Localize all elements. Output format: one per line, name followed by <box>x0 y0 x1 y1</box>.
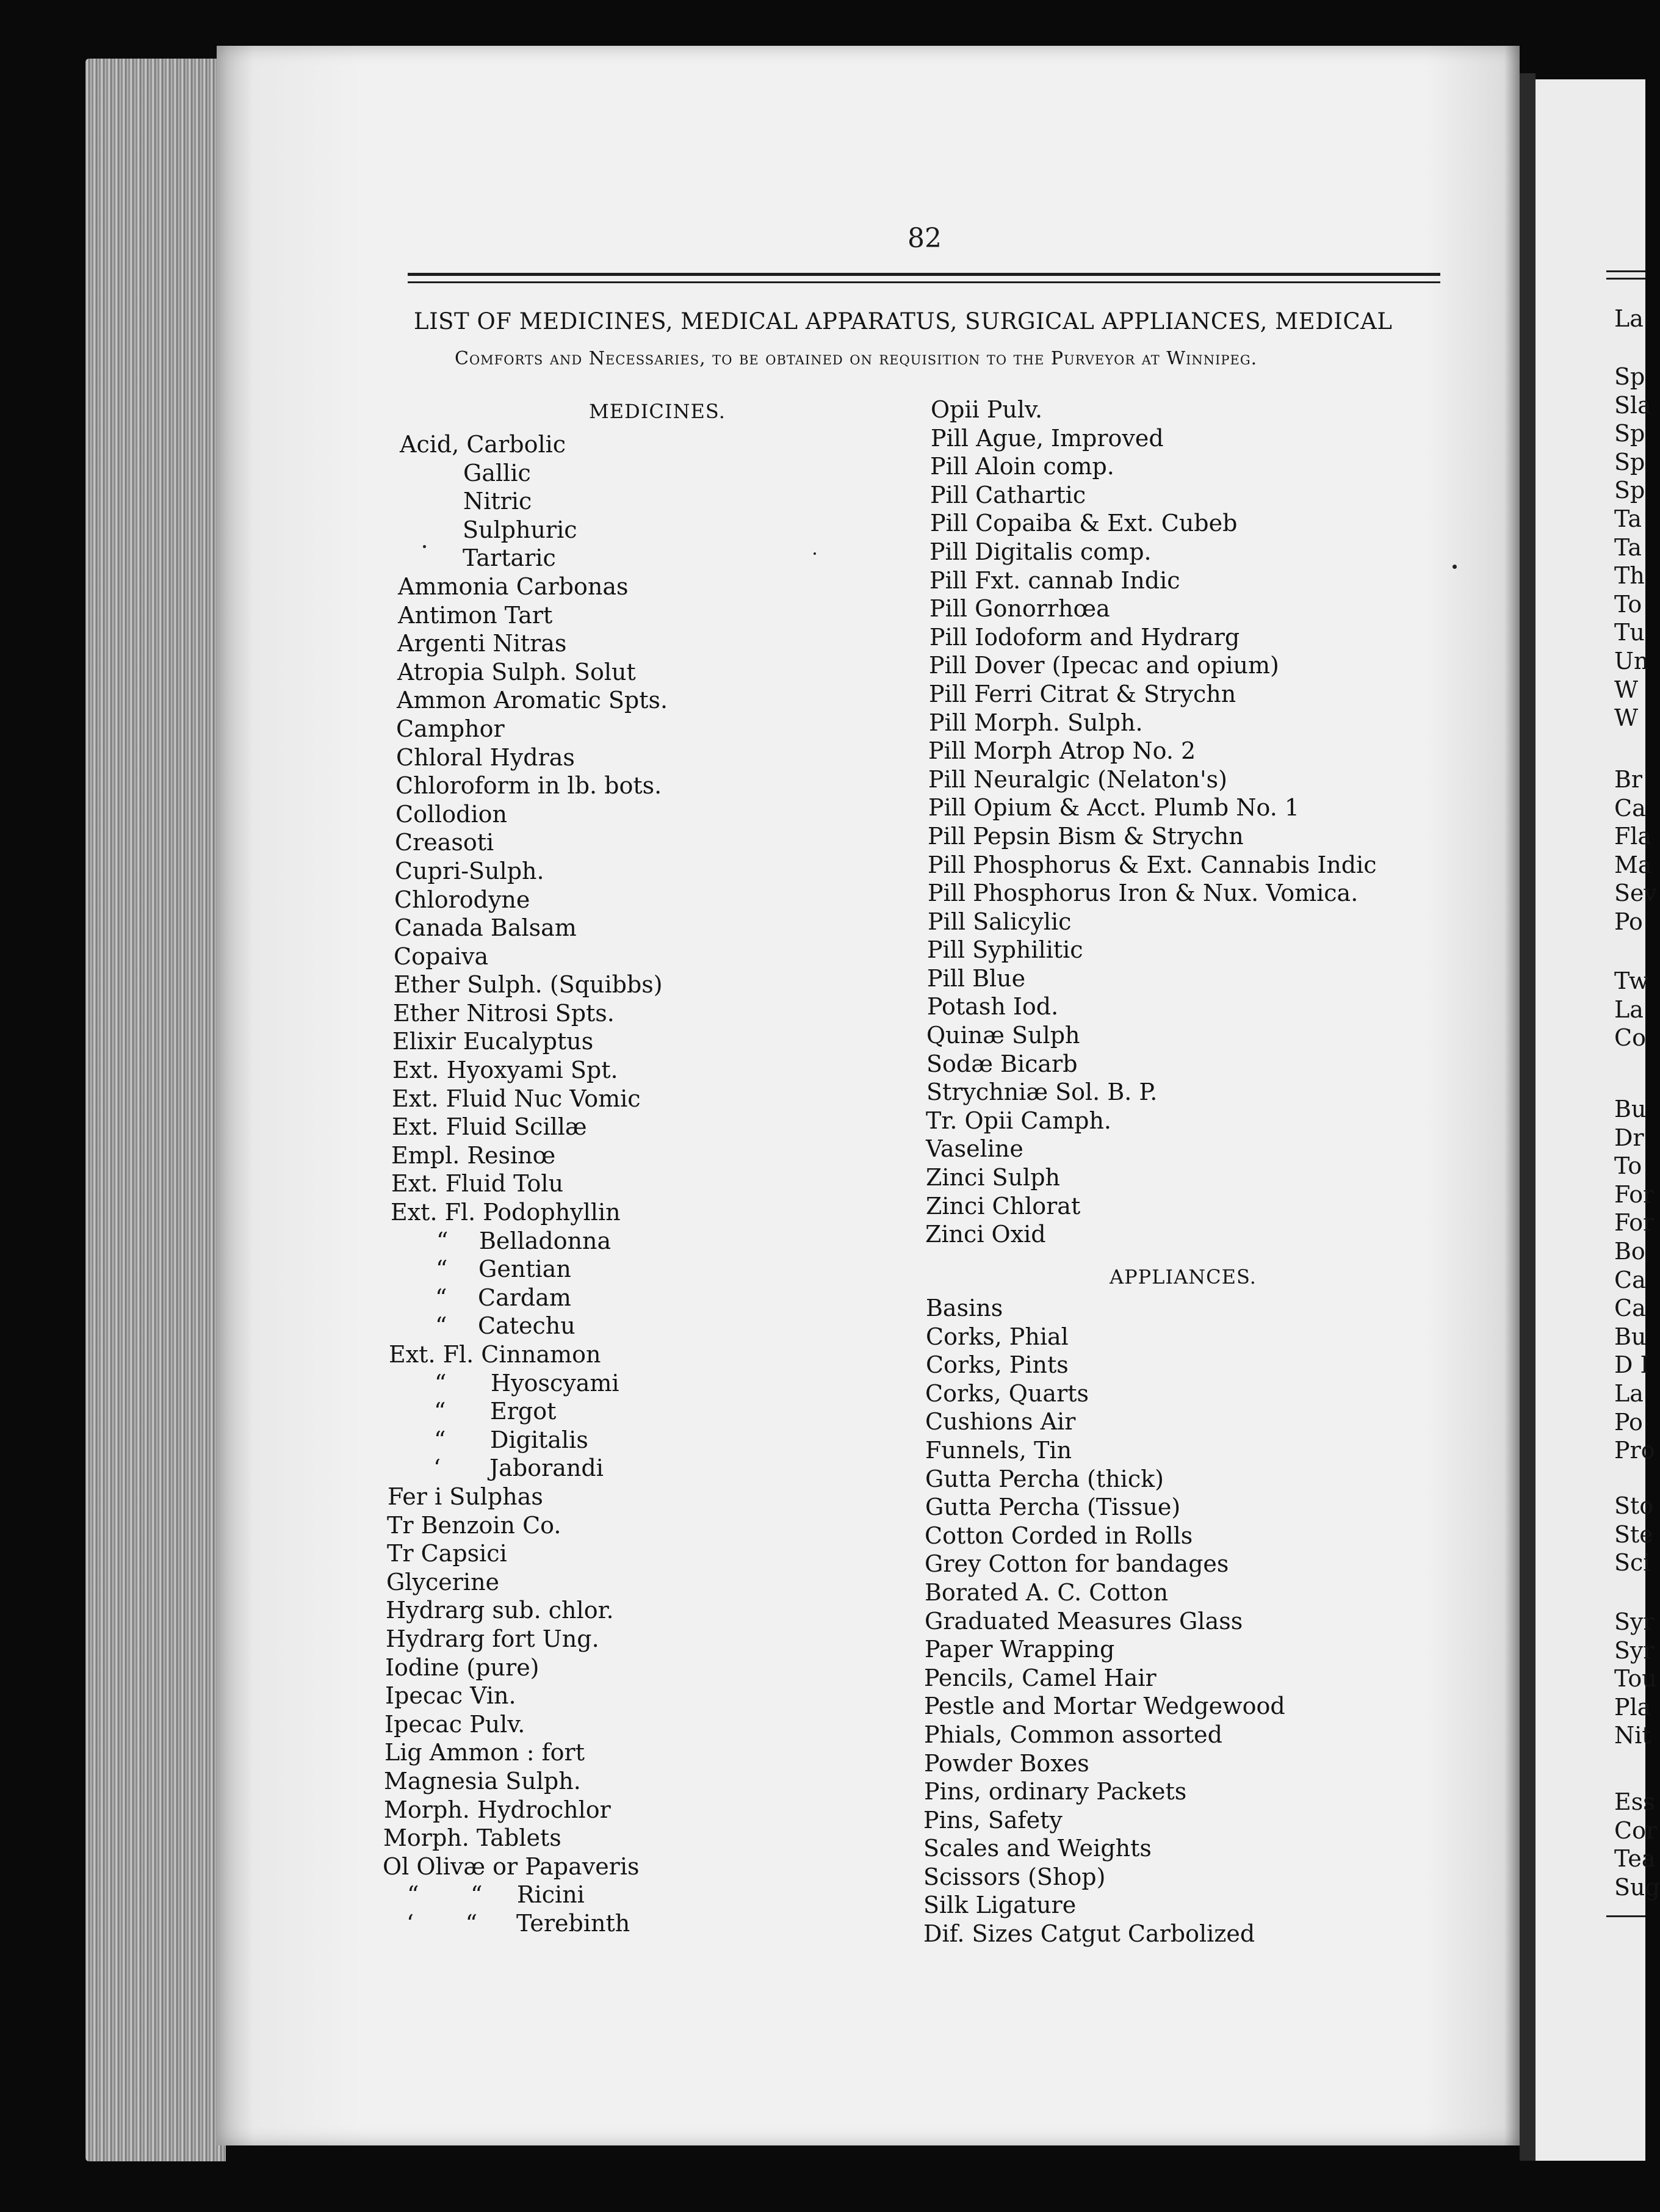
medicine-name: Ether Nitrosi Spts. <box>393 999 615 1027</box>
medicine-name: Ipecac Pulv. <box>384 1710 525 1738</box>
facing-page-fragment: Sla <box>1614 391 1651 419</box>
medicine-name: Ol Olivæ or Papaveris <box>383 1852 640 1880</box>
facing-page-fragment: La <box>1614 996 1644 1023</box>
medicine-item <box>399 459 949 488</box>
medicine-name: Copaiva <box>394 942 489 970</box>
medicine-item <box>392 1027 949 1056</box>
medicine-item <box>392 1085 949 1113</box>
facing-page-fragment: Sci <box>1614 1549 1651 1577</box>
medicine-name: Ext. Hyoxyami Spt. <box>392 1057 618 1084</box>
medicine-name: Cardam <box>478 1284 571 1311</box>
medicine-name: Tr Benzoin Co. <box>387 1511 561 1539</box>
medicine-item <box>384 1738 949 1767</box>
medicines-list-right <box>925 396 1480 1249</box>
facing-footer-rule <box>1606 1915 1645 1917</box>
medicine-item <box>394 914 949 942</box>
medicine-item <box>391 1227 949 1256</box>
medicine-item <box>396 743 949 772</box>
medicine-item <box>394 970 949 999</box>
medicine-item: Pill Salicylic <box>928 908 1072 935</box>
medicine-item <box>387 1539 949 1568</box>
header-rule-top <box>408 273 1440 276</box>
medicine-name: Hydrarg sub. chlor. <box>386 1597 614 1624</box>
appliance-item: Corks, Quarts <box>925 1379 1089 1407</box>
medicine-item <box>397 658 949 687</box>
medicine-item <box>394 886 949 914</box>
appliance-item: Silk Ligature <box>923 1892 1077 1919</box>
facing-page-fragment: For <box>1614 1180 1655 1208</box>
appliance-item: Gutta Percha (Tissue) <box>925 1494 1181 1521</box>
facing-page-fragment: Syr <box>1614 1608 1655 1635</box>
facing-page-fragment: Cor <box>1614 1816 1658 1844</box>
facing-page-fragment: Pla <box>1614 1693 1651 1721</box>
medicine-item: Vaseline <box>926 1135 1023 1163</box>
medicine-name: Ergot <box>490 1398 557 1425</box>
medicine-item <box>400 430 949 459</box>
medicine-name: Chloroform in lb. bots. <box>395 772 662 800</box>
appliance-item: Powder Boxes <box>924 1749 1089 1777</box>
medicine-item: Pill Blue <box>927 964 1026 992</box>
facing-page-fragment: La <box>1614 305 1644 332</box>
medicine-item <box>396 715 949 743</box>
appliance-item: Graduated Measures Glass <box>925 1607 1243 1635</box>
appliance-item: Pencils, Camel Hair <box>924 1664 1157 1691</box>
appliances-heading: APPLIANCES. <box>1110 1265 1257 1289</box>
appliance-item: Pins, ordinary Packets <box>924 1778 1187 1805</box>
appliance-item: Gutta Percha (thick) <box>925 1465 1164 1492</box>
medicine-item: Pill Ferri Citrat & Strychn <box>929 680 1236 707</box>
facing-page-fragment: Ca <box>1614 794 1646 822</box>
facing-page-fragment: Dr <box>1614 1124 1644 1151</box>
appliance-item: Scales and Weights <box>923 1835 1152 1862</box>
medicine-item <box>388 1397 949 1426</box>
medicine-name: Ext. Fluid Tolu <box>391 1170 564 1198</box>
medicine-item <box>385 1654 949 1682</box>
medicine-item <box>383 1881 949 1909</box>
medicine-item <box>391 1141 949 1170</box>
facing-header-rule <box>1606 270 1645 272</box>
facing-page-fragment: Sug <box>1614 1873 1660 1901</box>
facing-page-fragment: Bu <box>1614 1096 1647 1122</box>
medicine-name: Creasoti <box>395 829 494 856</box>
appliance-item: Pestle and Mortar Wedgewood <box>924 1693 1285 1720</box>
medicine-item: Pill Iodoform and Hydrarg <box>929 623 1240 651</box>
medicine-name: Atropia Sulph. Solut <box>397 658 636 685</box>
facing-page-fragment: Po <box>1614 908 1643 935</box>
medicine-name: Ammonia Carbonas <box>398 573 629 600</box>
medicine-item <box>390 1255 949 1284</box>
facing-page-fragment: W <box>1614 676 1639 703</box>
medicine-item <box>388 1426 949 1455</box>
medicine-item: Sodæ Bicarb <box>926 1050 1078 1077</box>
medicine-name: Catechu <box>478 1312 576 1340</box>
ditto-mark: “ <box>434 1398 446 1425</box>
medicine-item <box>391 1198 949 1227</box>
medicine-name: Nitric <box>463 488 532 515</box>
facing-header-rule-2 <box>1606 278 1645 280</box>
ditto-mark: “ <box>435 1284 447 1311</box>
medicine-item: Pill Gonorrhœa <box>929 595 1110 623</box>
appliance-item: Phials, Common assorted <box>924 1721 1222 1748</box>
appliance-item: Grey Cotton for bandages <box>925 1550 1229 1578</box>
medicine-item <box>391 1169 949 1198</box>
medicine-name: Glycerine <box>386 1568 500 1596</box>
facing-page-fragment: Ste <box>1614 1520 1653 1548</box>
medicine-name: Antimon Tart <box>398 601 553 629</box>
medicine-name: Gentian <box>478 1256 571 1283</box>
medicine-item: Pill Cathartic <box>930 481 1086 508</box>
medicine-item <box>398 573 949 601</box>
facing-page-fragment: Tea <box>1614 1845 1656 1873</box>
facing-page-fragment: Po <box>1614 1408 1643 1436</box>
appliance-item: Funnels, Tin <box>925 1436 1072 1464</box>
facing-page-fragment: Ca <box>1614 1295 1646 1322</box>
facing-page-fragment: Br <box>1614 766 1643 793</box>
facing-page-fragment: Ma <box>1614 851 1652 878</box>
medicine-item: Pill Morph Atrop No. 2 <box>928 737 1196 765</box>
facing-page-fragment: Sp <box>1614 420 1645 447</box>
medicine-name: Gallic <box>463 459 531 486</box>
medicine-name: Collodion <box>395 800 507 828</box>
medicine-name: Cupri-Sulph. <box>395 857 544 884</box>
facing-page-fragment: Ta <box>1614 533 1642 561</box>
medicine-item <box>394 942 949 971</box>
facing-page-fragment: D I <box>1614 1351 1650 1379</box>
medicine-name: Morph. Hydrochlor <box>384 1796 611 1823</box>
medicine-name: Elixir Eucalyptus <box>392 1028 594 1055</box>
medicine-item <box>392 1056 949 1085</box>
medicine-name: Ext. Fl. Podophyllin <box>391 1199 621 1226</box>
medicine-name: Argenti Nitras <box>397 630 567 657</box>
medicine-item: Pill Ague, Improved <box>931 424 1164 452</box>
medicine-name: Sulphuric <box>463 516 577 543</box>
facing-page-fragment: To <box>1614 590 1642 618</box>
facing-page-fragment: Nit <box>1614 1722 1651 1749</box>
medicine-item: Pill Phosphorus & Ext. Cannabis Indic <box>928 851 1377 878</box>
ink-speck <box>423 545 426 548</box>
medicine-name: Ext. Fl. Cinnamon <box>389 1341 601 1368</box>
facing-page-fragment: Tu <box>1614 619 1645 646</box>
facing-page-fragment: La <box>1614 1380 1644 1407</box>
medicine-name: Terebinth <box>516 1909 630 1937</box>
medicine-name: Magnesia Sulph. <box>384 1767 581 1795</box>
medicine-name: Belladonna <box>479 1227 612 1254</box>
medicine-name: Empl. Resinœ <box>391 1141 556 1169</box>
medicine-item <box>389 1312 949 1340</box>
medicine-name: Canada Balsam <box>394 914 577 942</box>
medicine-item: Zinci Chlorat <box>926 1192 1081 1220</box>
medicine-item <box>399 487 949 516</box>
facing-page-fragment: Sp <box>1614 363 1645 390</box>
medicine-item <box>397 629 949 658</box>
medicine-name: Ext. Fluid Scillæ <box>392 1113 587 1141</box>
medicine-item <box>398 601 949 630</box>
medicines-heading: MEDICINES. <box>589 400 726 423</box>
facing-page-fragment: Syr <box>1614 1636 1655 1664</box>
medicine-item: Pill Digitalis comp. <box>929 538 1152 565</box>
medicine-item <box>395 857 949 886</box>
medicine-name: Tr Capsici <box>387 1540 507 1567</box>
facing-page-fragment: Th <box>1614 562 1645 590</box>
facing-page-fragment: To <box>1614 1152 1642 1180</box>
medicine-item: Opii Pulv. <box>931 396 1043 423</box>
ditto-mark: “ <box>434 1426 446 1453</box>
medicine-name: Hyoscyami <box>491 1369 619 1397</box>
medicine-item: Pill Morph. Sulph. <box>929 709 1143 736</box>
facing-page-fragment: Sto <box>1614 1492 1654 1519</box>
appliance-item: Cushions Air <box>925 1408 1076 1436</box>
ditto-mark: “ “ <box>407 1881 483 1909</box>
medicine-name: Morph. Tablets <box>383 1824 561 1852</box>
page-number: 82 <box>908 223 942 254</box>
medicine-item <box>385 1682 949 1710</box>
medicine-name: Iodine (pure) <box>385 1654 540 1681</box>
appliances-list <box>923 1294 1475 1948</box>
medicine-name: Hydrarg fort Ung. <box>386 1625 599 1652</box>
medicine-name: Chlorodyne <box>394 886 530 913</box>
facing-page-fragment: Sp <box>1614 477 1645 504</box>
medicine-item <box>386 1625 949 1654</box>
facing-page-fragment: Tou <box>1614 1665 1657 1693</box>
medicine-item: Tr. Opii Camph. <box>926 1107 1111 1134</box>
medicine-item <box>393 999 949 1028</box>
medicine-item: Strychniæ Sol. B. P. <box>926 1079 1158 1106</box>
medicine-name: Camphor <box>396 715 505 742</box>
medicine-item <box>392 1113 949 1141</box>
appliance-item: Corks, Phial <box>926 1323 1069 1350</box>
appliance-item: Basins <box>926 1295 1003 1321</box>
medicine-item: Quinæ Sulph <box>926 1022 1080 1049</box>
facing-page-fragment: Pro <box>1614 1437 1655 1464</box>
facing-page-fragment: Ta <box>1614 505 1642 532</box>
medicine-item <box>395 828 949 857</box>
medicine-name: Chloral Hydras <box>396 743 575 771</box>
medicine-item <box>386 1568 949 1597</box>
medicine-item <box>384 1710 949 1739</box>
appliance-item: Dif. Sizes Catgut Carbolized <box>923 1920 1255 1948</box>
ditto-mark: “ <box>436 1256 448 1283</box>
facing-page-fragment: Un <box>1614 648 1649 674</box>
book-gutter <box>1520 73 1536 2161</box>
medicine-item <box>388 1483 949 1511</box>
facing-page-fragment: Sev <box>1614 880 1657 907</box>
medicine-name: Fer i Sulphas <box>388 1483 543 1510</box>
appliance-item: Corks, Pints <box>926 1351 1069 1379</box>
medicine-item: Zinci Sulph <box>926 1164 1061 1191</box>
medicine-item <box>399 516 949 544</box>
list-title: LIST OF MEDICINES, MEDICAL APPARATUS, SURGICAL APPLIANCES, MEDICAL <box>414 308 1393 334</box>
medicine-name: Ricini <box>517 1881 585 1909</box>
facing-page-fragment: Sp <box>1614 448 1645 475</box>
facing-page-fragment: Co <box>1614 1024 1646 1052</box>
medicine-item: Zinci Oxid <box>925 1221 1046 1248</box>
medicine-item <box>395 772 949 800</box>
facing-page-fragment: For <box>1614 1209 1655 1237</box>
medicine-item: Pill Phosphorus Iron & Nux. Vomica. <box>928 880 1359 907</box>
medicine-item: Pill Pepsin Bism & Strychn <box>928 822 1244 850</box>
ditto-mark: “ <box>435 1369 447 1397</box>
medicine-item: Pill Copaiba & Ext. Cubeb <box>930 510 1238 537</box>
facing-page-fragment: Bu <box>1614 1323 1647 1350</box>
medicine-item <box>387 1511 949 1540</box>
medicine-item <box>386 1596 949 1625</box>
medicine-item <box>384 1796 949 1824</box>
medicine-item <box>383 1824 949 1852</box>
medicine-name: Digitalis <box>490 1426 588 1453</box>
medicine-name: Tartaric <box>463 544 556 572</box>
medicine-item <box>388 1454 949 1483</box>
ditto-mark: “ <box>436 1227 449 1254</box>
list-subtitle: Comforts and Necessaries, to be obtained on requisition to the Purveyor at Winnipeg. <box>455 348 1258 369</box>
medicine-item <box>389 1284 949 1312</box>
facing-page-fragment: Tw <box>1614 967 1649 994</box>
medicine-item: Pill Syphilitic <box>927 936 1083 964</box>
medicine-item: Pill Aloin comp. <box>930 453 1114 480</box>
medicine-item <box>389 1369 949 1398</box>
appliance-item: Borated A. C. Cotton <box>925 1578 1169 1606</box>
medicine-item <box>399 544 949 573</box>
ink-speck <box>1453 565 1457 569</box>
facing-page-fragment: Ess <box>1614 1788 1655 1815</box>
medicine-item <box>389 1340 949 1369</box>
ditto-mark: ‘ <box>433 1455 441 1482</box>
medicine-name: Ext. Fluid Nuc Vomic <box>392 1085 641 1112</box>
facing-page-fragment: W <box>1614 704 1639 732</box>
facing-page-fragment: Fla <box>1614 823 1652 850</box>
ink-speck <box>814 552 816 555</box>
medicines-list-left <box>383 430 949 1937</box>
medicine-item <box>382 1909 949 1938</box>
medicine-name: Ammon Aromatic Spts. <box>397 687 668 714</box>
medicine-name: Ether Sulph. (Squibbs) <box>394 971 663 999</box>
medicine-item <box>384 1767 949 1796</box>
facing-page-fragment: Ca <box>1614 1266 1646 1293</box>
medicine-name: Ipecac Vin. <box>385 1682 516 1710</box>
ditto-mark: “ <box>435 1312 447 1340</box>
medicine-item <box>383 1852 949 1881</box>
medicine-name: Jaborandi <box>489 1455 604 1482</box>
appliance-item: Cotton Corded in Rolls <box>925 1522 1193 1549</box>
facing-page-fragment: Bo <box>1614 1238 1645 1265</box>
ditto-mark: ‘ “ <box>406 1909 478 1937</box>
appliance-item: Pins, Safety <box>923 1806 1063 1834</box>
medicine-item: Pill Neuralgic (Nelaton's) <box>928 765 1227 793</box>
medicine-item: Pill Opium & Acct. Plumb No. 1 <box>928 794 1300 822</box>
medicine-name: Lig Ammon : fort <box>384 1739 585 1766</box>
header-rule-bottom <box>408 281 1440 283</box>
medicine-item: Pill Fxt. cannab Indic <box>929 566 1180 594</box>
medicine-item <box>395 800 949 829</box>
appliance-item: Paper Wrapping <box>925 1636 1115 1663</box>
medicine-item <box>397 686 949 715</box>
medicine-item: Pill Dover (Ipecac and opium) <box>929 652 1279 679</box>
appliance-item: Scissors (Shop) <box>923 1863 1106 1890</box>
book-edge <box>85 59 226 2161</box>
medicine-item: Potash Iod. <box>927 993 1059 1021</box>
medicine-name: Acid, Carbolic <box>400 431 566 458</box>
